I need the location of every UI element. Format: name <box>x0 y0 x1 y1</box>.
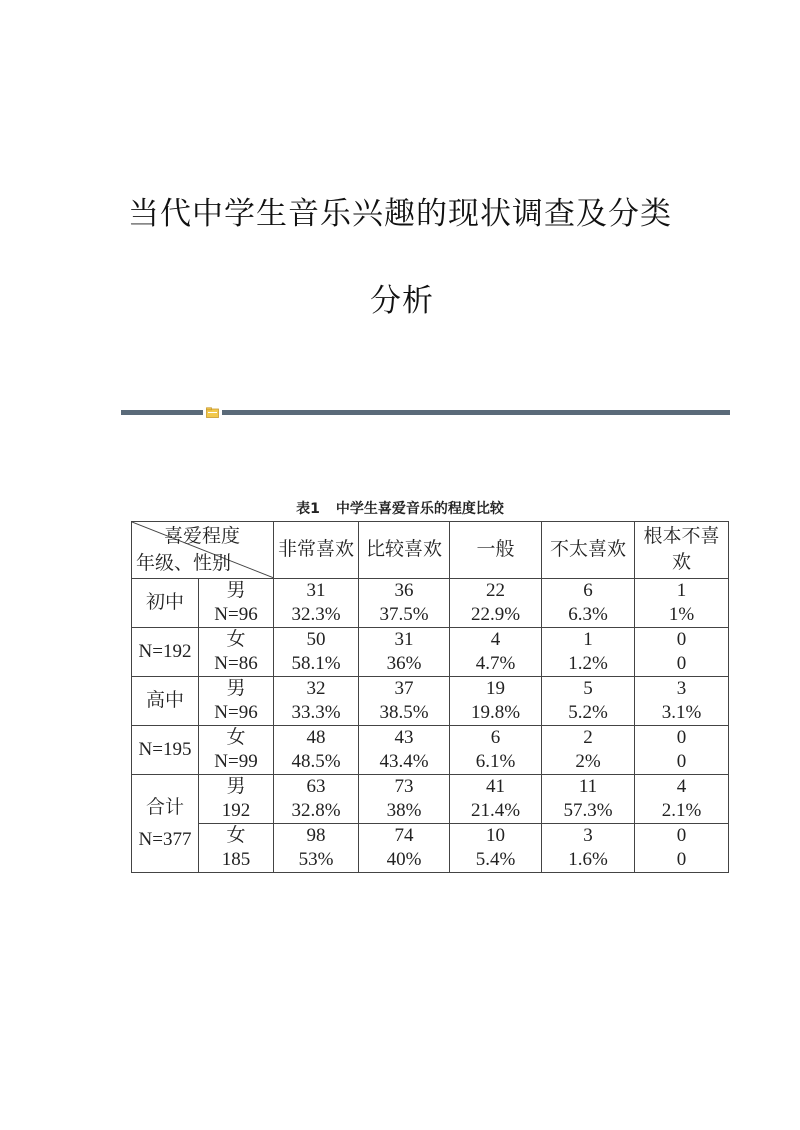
table-caption-label: 表1 <box>296 501 320 517</box>
table-row <box>132 824 729 873</box>
cell-count: 22 <box>486 580 505 601</box>
cell-percent: 36% <box>386 653 422 674</box>
total-group-label <box>132 775 199 873</box>
cell-count: 63 <box>306 776 326 797</box>
cell-count: 43 <box>394 727 414 748</box>
cell-percent: 38.5% <box>379 702 429 723</box>
cell-percent: 0 <box>676 751 687 772</box>
data-cell <box>542 775 635 824</box>
cell-percent: 0 <box>676 653 687 674</box>
gender-count: N=99 <box>214 751 258 772</box>
gender-count: 185 <box>221 849 251 870</box>
cell-count: 41 <box>486 776 505 797</box>
cell-count: 4 <box>490 629 501 650</box>
data-cell <box>635 628 729 677</box>
gender-cell <box>199 677 274 726</box>
cell-percent: 3.1% <box>661 702 702 723</box>
gender-count: 192 <box>221 800 251 821</box>
cell-percent: 2% <box>575 751 601 772</box>
cell-percent: 1.2% <box>568 653 608 674</box>
cell-percent: 1% <box>668 604 695 625</box>
column-header: 一般 <box>450 522 542 579</box>
cell-percent: 40% <box>386 849 422 870</box>
cell-count: 0 <box>676 825 687 846</box>
data-cell <box>450 726 542 775</box>
data-cell <box>635 775 729 824</box>
data-cell <box>359 775 450 824</box>
cell-percent: 48.5% <box>291 751 341 772</box>
cell-count: 4 <box>676 776 687 797</box>
data-cell <box>450 677 542 726</box>
music-preference-table <box>131 521 729 873</box>
cell-count: 0 <box>676 727 687 748</box>
cell-count: 32 <box>306 678 326 699</box>
data-cell <box>542 824 635 873</box>
cell-percent: 32.3% <box>291 604 341 625</box>
data-cell <box>450 824 542 873</box>
cell-count: 19 <box>486 678 505 699</box>
cell-percent: 22.9% <box>470 604 521 625</box>
data-cell <box>359 726 450 775</box>
folder-icon <box>206 407 219 418</box>
data-cell <box>450 775 542 824</box>
cell-count: 10 <box>486 825 505 846</box>
cell-count: 74 <box>394 825 414 846</box>
cell-count: 3 <box>676 678 687 699</box>
cell-percent: 57.3% <box>563 800 613 821</box>
cell-percent: 37.5% <box>379 604 429 625</box>
cell-percent: 1.6% <box>568 849 608 870</box>
cell-percent: 6.3% <box>568 604 608 625</box>
data-cell <box>635 677 729 726</box>
cell-percent: 53% <box>298 849 334 870</box>
cell-count: 98 <box>306 825 326 846</box>
cell-count: 48 <box>306 727 326 748</box>
cell-count: 5 <box>583 678 593 699</box>
column-header: 根本不喜欢 <box>635 522 729 579</box>
cell-percent: 21.4% <box>470 800 521 821</box>
column-header: 非常喜欢 <box>274 522 359 579</box>
data-cell <box>542 579 635 628</box>
data-cell <box>635 726 729 775</box>
gender-count: N=96 <box>214 702 258 723</box>
grade-label-top: 合计 <box>145 796 184 818</box>
corner-header-bottom: 年级、性别 <box>136 553 232 574</box>
cell-count: 37 <box>394 678 414 699</box>
divider-bar-right <box>222 410 730 415</box>
gender-cell <box>199 775 274 824</box>
data-cell <box>359 579 450 628</box>
data-cell <box>274 628 359 677</box>
gender-cell <box>199 726 274 775</box>
cell-percent: 0 <box>676 849 687 870</box>
gender-label: 男 <box>226 776 246 797</box>
corner-header-cell <box>132 522 274 579</box>
data-cell <box>450 628 542 677</box>
data-cell <box>542 726 635 775</box>
cell-percent: 58.1% <box>291 653 341 674</box>
data-cell <box>359 677 450 726</box>
grade-label-bottom: N=192 <box>132 628 199 677</box>
cell-percent: 5.2% <box>568 702 608 723</box>
cell-count: 1 <box>583 629 593 650</box>
cell-count: 31 <box>306 580 326 601</box>
grade-label-top: 高中 <box>132 677 199 726</box>
cell-count: 50 <box>306 629 326 650</box>
gender-cell <box>199 579 274 628</box>
cell-count: 11 <box>578 776 598 797</box>
table-caption <box>0 498 800 518</box>
data-cell <box>274 824 359 873</box>
data-cell <box>274 775 359 824</box>
cell-count: 6 <box>583 580 593 601</box>
cell-percent: 38% <box>386 800 422 821</box>
cell-percent: 4.7% <box>475 653 516 674</box>
gender-label: 男 <box>226 580 246 601</box>
cell-count: 2 <box>583 727 593 748</box>
data-cell <box>542 677 635 726</box>
table-row <box>132 579 729 628</box>
table-row <box>132 628 729 677</box>
grade-label-bottom: N=377 <box>138 828 192 850</box>
data-cell <box>274 726 359 775</box>
table-caption-text: 中学生喜爱音乐的程度比较 <box>335 501 504 517</box>
gender-label: 女 <box>226 727 246 748</box>
gender-count: N=86 <box>214 653 258 674</box>
cell-percent: 33.3% <box>291 702 341 723</box>
document-title-line-1: 当代中学生音乐兴趣的现状调查及分类 <box>128 196 672 232</box>
data-cell <box>542 628 635 677</box>
data-cell <box>635 824 729 873</box>
gender-label: 女 <box>226 825 246 846</box>
table-row <box>132 775 729 824</box>
cell-count: 36 <box>394 580 414 601</box>
gender-cell <box>199 824 274 873</box>
cell-percent: 6.1% <box>475 751 516 772</box>
cell-percent: 2.1% <box>661 800 702 821</box>
data-cell <box>274 677 359 726</box>
cell-percent: 5.4% <box>475 849 516 870</box>
table-row <box>132 726 729 775</box>
corner-header-top: 喜爱程度 <box>164 526 241 547</box>
cell-count: 3 <box>583 825 593 846</box>
grade-label-top: 初中 <box>132 579 199 628</box>
document-title-line-2: 分析 <box>370 283 434 319</box>
gender-cell <box>199 628 274 677</box>
column-header: 比较喜欢 <box>359 522 450 579</box>
gender-count: N=96 <box>214 604 258 625</box>
grade-label-bottom: N=195 <box>132 726 199 775</box>
cell-percent: 32.8% <box>291 800 341 821</box>
data-cell <box>635 579 729 628</box>
cell-count: 73 <box>394 776 414 797</box>
cell-count: 6 <box>490 727 501 748</box>
cell-count: 0 <box>676 629 687 650</box>
data-cell <box>450 579 542 628</box>
cell-count: 1 <box>676 580 687 601</box>
data-cell <box>359 628 450 677</box>
table-header-row <box>132 522 729 579</box>
cell-count: 31 <box>394 629 414 650</box>
section-divider <box>121 407 730 419</box>
table-row <box>132 677 729 726</box>
column-header: 不太喜欢 <box>542 522 635 579</box>
data-cell <box>359 824 450 873</box>
cell-percent: 19.8% <box>470 702 521 723</box>
cell-percent: 43.4% <box>379 751 429 772</box>
data-cell <box>274 579 359 628</box>
gender-label: 男 <box>226 678 246 699</box>
gender-label: 女 <box>226 629 246 650</box>
divider-bar-left <box>121 410 203 415</box>
